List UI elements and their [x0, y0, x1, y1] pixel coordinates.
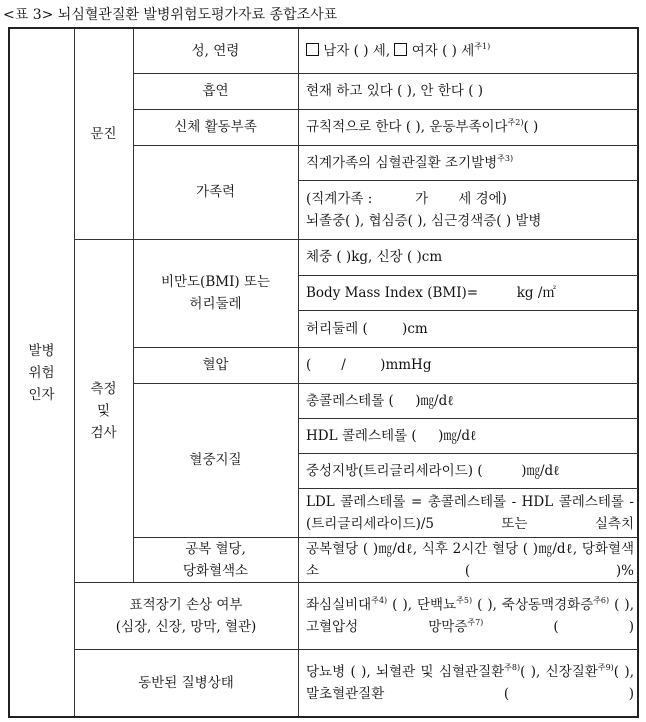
- family-history-line1: 직계가족의 심혈관질환 조기발병$^{주3)}$: [306, 153, 514, 171]
- measurement-group-label: 측정 및 검사: [90, 380, 117, 441]
- smoking-label: 흡연: [202, 83, 229, 99]
- blood-pressure-label: 혈압: [202, 357, 229, 373]
- risk-factor-section-label: 발병 위험 인자: [28, 342, 55, 403]
- bmi-value: Body Mass Index (BMI)= kg /㎡: [306, 284, 556, 301]
- weight-height-value: 체중 ( )kg, 신장 ( )cm: [306, 249, 443, 265]
- activity-label: 신체 활동부족: [174, 119, 257, 135]
- organ-damage-value: 좌심실비대$^{주4)}$ ( ), 단백뇨$^{주5)}$ ( ), 죽상동맥경화증$^{주6)}$ ( ), 고혈압성 망막증$^{주7)}$ ( ): [306, 595, 634, 635]
- age-sex-label: 성, 연령: [191, 42, 240, 59]
- family-history-label: 가족력: [195, 184, 236, 200]
- comorbid-label: 동반된 질병상태: [138, 675, 234, 691]
- ldl-value: LDL 콜레스테롤 = 총콜레스테롤 - HDL 콜레스테롤 - (트리글리세라이드)/5 또는 실측치: [306, 493, 634, 532]
- blood-pressure-value: ( / )mmHg: [306, 357, 432, 373]
- table-title: <표 3> 뇌심혈관질환 발병위험도평가자료 종합조사표: [3, 7, 338, 23]
- hdl-value: HDL 콜레스테롤 ( )㎎/dℓ: [306, 427, 477, 444]
- comorbid-value: 당뇨병 ( ), 뇌혈관 및 심혈관질환$^{주8)}$( ), 신장질환$^{주9)}$( ), 말초혈관질환 ( ): [306, 663, 634, 702]
- glucose-label: 공복 혈당, 당화혈색소: [182, 540, 249, 579]
- organ-damage-label: 표적장기 손상 여부 (심장, 신장, 망막, 혈관): [115, 596, 257, 635]
- age-sex-value: 남자 ( ) 세, 여자 ( ) 세$^{주1)}$: [298, 28, 638, 73]
- family-history-detail: (직계가족 : 가 세 경에) 뇌졸중( ), 협심증( ), 심근경색증( ) 발병: [306, 190, 542, 229]
- lipid-label: 혈중지질: [189, 452, 242, 468]
- questionnaire-group-label: 문진: [90, 125, 117, 142]
- triglyceride-value: 중성지방(트리글리세라이드) ( )㎎/dℓ: [306, 462, 560, 479]
- activity-value: 규칙적으로 한다 ( ), 운동부족이다$^{주2)}$( ): [306, 118, 539, 135]
- glucose-value: 공복혈당 ( )㎎/dℓ, 식후 2시간 혈당 ( )㎎/dℓ, 당화혈색소 ( )%: [306, 540, 634, 579]
- total-cholesterol-value: 총콜레스테롤 ( )㎎/dℓ: [306, 392, 454, 409]
- obesity-label: 비만도(BMI) 또는 허리둘레: [160, 274, 271, 312]
- male-checkbox[interactable]: [306, 43, 319, 56]
- female-checkbox[interactable]: [394, 43, 407, 56]
- smoking-value: 현재 하고 있다 ( ), 안 한다 ( ): [306, 83, 484, 99]
- waist-value: 허리둘레 ( )cm: [306, 320, 428, 337]
